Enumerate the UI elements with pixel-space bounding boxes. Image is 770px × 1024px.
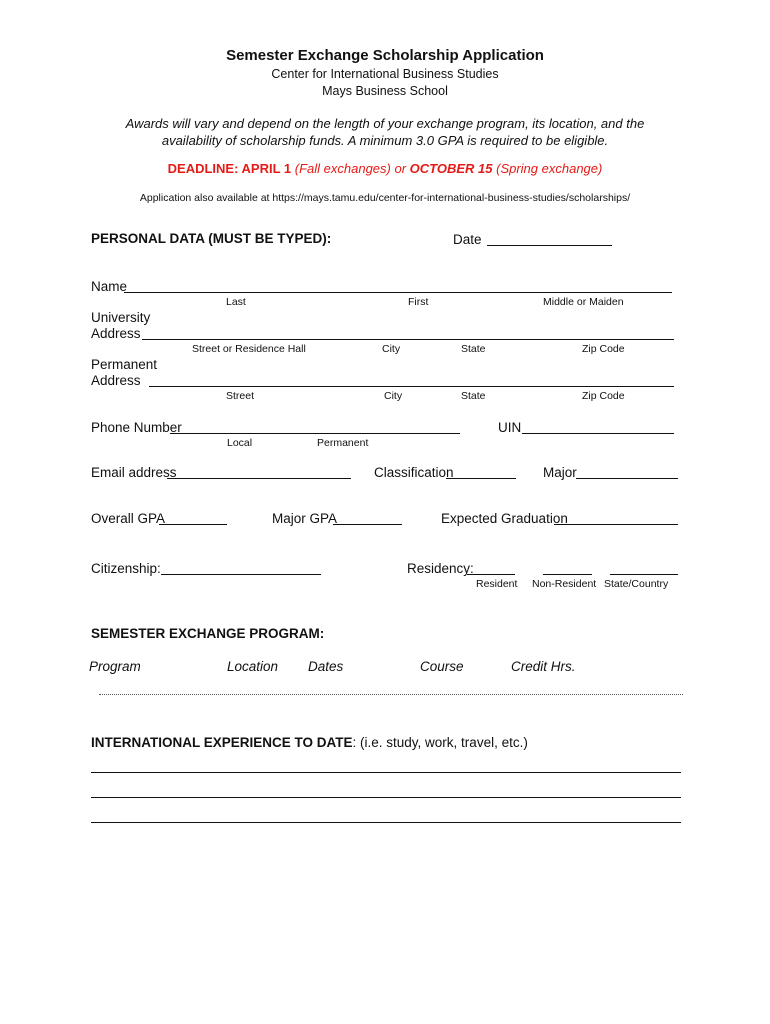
- experience-line-1[interactable]: [91, 772, 681, 773]
- uin-field[interactable]: [522, 433, 674, 434]
- overall-gpa-label: Overall GPA: [91, 511, 166, 526]
- university-label-1: University: [91, 310, 151, 325]
- uin-label: UIN: [498, 420, 522, 435]
- form-title: Semester Exchange Scholarship Application: [226, 47, 544, 64]
- school-name: Mays Business School: [322, 84, 448, 98]
- eligibility-note-line-2: availability of scholarship funds. A minimum 3.0 GPA is required to be eligible.: [161, 133, 609, 148]
- application-url-note: Application also available at https://mays.tamu.edu/center-for-international-business-studies/scholarships/: [139, 192, 631, 204]
- major-field[interactable]: [576, 478, 678, 479]
- deadline-spring: (Spring exchange): [492, 161, 603, 176]
- eligibility-note-line-1: Awards will vary and depend on the length of your exchange program, its location, and the: [125, 116, 645, 131]
- residency-sub-nonresident: Non-Resident: [532, 578, 597, 590]
- citizenship-field[interactable]: [161, 574, 321, 575]
- email-label: Email address: [91, 465, 177, 480]
- residency-nonresident-field[interactable]: [543, 574, 592, 575]
- major-gpa-field[interactable]: [333, 524, 402, 525]
- perm-sub-state: State: [461, 390, 486, 402]
- experience-line-2[interactable]: [91, 797, 681, 798]
- expected-graduation-field[interactable]: [554, 524, 678, 525]
- deadline-line: [0, 161, 770, 176]
- name-sub-first: First: [408, 296, 429, 308]
- expected-graduation-label: Expected Graduation: [441, 511, 568, 526]
- univ-sub-city: City: [382, 343, 401, 355]
- permanent-address-field[interactable]: [149, 386, 674, 387]
- residency-label: Residency:: [407, 561, 474, 576]
- phone-sub-permanent: Permanent: [317, 437, 369, 449]
- phone-sub-local: Local: [227, 437, 253, 449]
- name-field[interactable]: [124, 292, 672, 293]
- deadline-fall: (Fall exchanges) or: [291, 161, 410, 176]
- name-sub-middle: Middle or Maiden: [543, 296, 624, 308]
- univ-sub-zip: Zip Code: [582, 343, 625, 355]
- column-dates: Dates: [308, 659, 344, 674]
- column-program: Program: [89, 659, 141, 674]
- residency-resident-field[interactable]: [467, 574, 515, 575]
- perm-sub-city: City: [384, 390, 403, 402]
- date-field[interactable]: [487, 245, 612, 246]
- deadline-april: DEADLINE: APRIL 1: [167, 161, 292, 176]
- major-label: Major: [543, 465, 577, 480]
- experience-heading-rest: : (i.e. study, work, travel, etc.): [352, 735, 528, 750]
- residency-sub-resident: Resident: [476, 578, 518, 590]
- permanent-label-2: Address: [91, 373, 141, 388]
- column-credit-hrs: Credit Hrs.: [511, 659, 576, 674]
- experience-line-3[interactable]: [91, 822, 681, 823]
- univ-sub-state: State: [461, 343, 486, 355]
- residency-sub-state-country: State/Country: [604, 578, 669, 590]
- residency-state-country-field[interactable]: [610, 574, 678, 575]
- deadline-october: OCTOBER 15: [409, 161, 493, 176]
- column-location: Location: [227, 659, 279, 674]
- overall-gpa-field[interactable]: [159, 524, 227, 525]
- name-label: Name: [91, 279, 128, 294]
- perm-sub-zip: Zip Code: [582, 390, 625, 402]
- org-name: Center for International Business Studies: [271, 67, 499, 81]
- phone-field[interactable]: [170, 433, 460, 434]
- univ-sub-street: Street or Residence Hall: [192, 343, 306, 355]
- university-label-2: Address: [91, 326, 141, 341]
- email-field[interactable]: [167, 478, 351, 479]
- university-address-field[interactable]: [142, 339, 674, 340]
- experience-heading-bold: INTERNATIONAL EXPERIENCE TO DATE: [91, 735, 353, 750]
- phone-label: Phone Number: [91, 420, 182, 435]
- date-label: Date: [453, 232, 482, 247]
- program-entry-line[interactable]: [99, 694, 683, 695]
- classification-label: Classification: [374, 465, 454, 480]
- experience-heading: [91, 735, 528, 750]
- personal-data-heading: PERSONAL DATA (MUST BE TYPED):: [91, 231, 332, 246]
- perm-sub-street: Street: [226, 390, 255, 402]
- permanent-label-1: Permanent: [91, 357, 158, 372]
- column-course: Course: [420, 659, 464, 674]
- citizenship-label: Citizenship:: [91, 561, 161, 576]
- classification-field[interactable]: [446, 478, 516, 479]
- name-sub-last: Last: [226, 296, 246, 308]
- major-gpa-label: Major GPA: [272, 511, 338, 526]
- exchange-program-heading: SEMESTER EXCHANGE PROGRAM:: [91, 626, 325, 641]
